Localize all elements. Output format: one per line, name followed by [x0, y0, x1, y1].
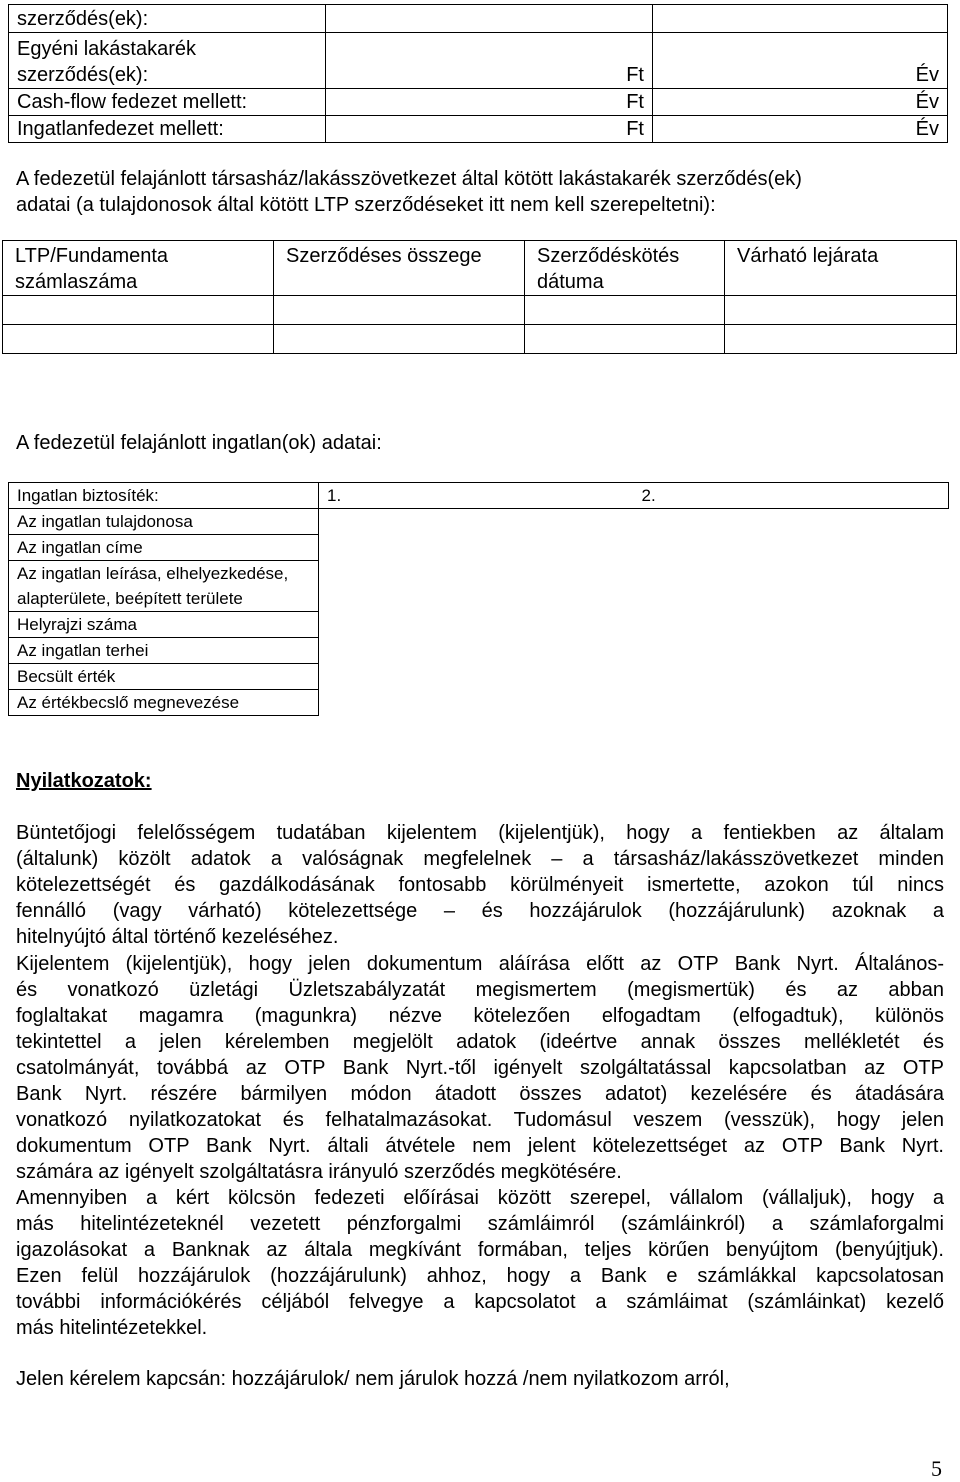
decl-line: Büntetőjogi felelősségem tudatában kijelentem (kijelentjük), hogy a fentiekben az általam: [16, 822, 944, 844]
property-row-label: Az ingatlan terhei: [9, 638, 319, 664]
property-header-label: Ingatlan biztosíték:: [9, 483, 319, 509]
property-col-1: 1.: [319, 483, 634, 509]
ltp-header-maturity: Várható lejárata: [725, 241, 957, 296]
ltp-header-amount: Szerződéses összege: [274, 241, 525, 296]
property-row-label: Az ingatlan címe: [9, 535, 319, 561]
decl-line: Amennyiben a kért kölcsön fedezeti előírásai között szerepel, vállalom (vállaljuk), hogy a: [16, 1187, 944, 1209]
top-row-label: Ingatlanfedezet mellett:: [9, 116, 326, 143]
property-row-label: Az értékbecslő megnevezése: [9, 690, 319, 716]
top-row-amount: Ft: [326, 33, 653, 89]
property-col-2: 2.: [634, 483, 949, 509]
ltp-contracts-table: [2, 240, 957, 354]
top-row-label: Egyéni lakástakarék szerződés(ek):: [9, 33, 326, 89]
decl-line: csatolmányát, továbbá az OTP Bank Nyrt.-től igényelt szolgáltatással kapcsolatban az OTP: [16, 1057, 944, 1079]
top-row-amount: Ft: [326, 116, 653, 143]
decl-line: igazolásokat a Banknak az általa megkívánt formában, teljes körűen benyújtom (benyújtjuk).: [16, 1239, 944, 1261]
property-table: [8, 482, 949, 716]
consent-line: Jelen kérelem kapcsán: hozzájárulok/ nem járulok hozzá /nem nyilatkozom arról,: [16, 1368, 730, 1390]
ltp-header-date: Szerződéskötés dátuma: [525, 241, 725, 296]
ltp-cell[interactable]: [725, 325, 957, 354]
property-intro: A fedezetül felajánlott ingatlan(ok) adatai:: [16, 432, 382, 454]
decl-line: további információkérés céljából felvegye a kapcsolatot a számláimat (számláinkat) kezelő: [16, 1291, 944, 1313]
top-row-amount: Ft: [326, 89, 653, 116]
decl-line: és vonatkozó üzletági Üzletszabályzatát megismertem (megismertük) és az abban: [16, 979, 944, 1001]
decl-line: más hitelintézetekkel.: [16, 1317, 208, 1339]
top-row-term: [653, 5, 948, 33]
decl-line: (általunk) közölt adatok a valóságnak megfelelnek – a társasház/lakásszövetkezet minden: [16, 848, 944, 870]
decl-line: tekintettel a jelen kérelemben megjelölt adatok (ideértve annak összes mellékletét és: [16, 1031, 944, 1053]
ltp-cell[interactable]: [274, 296, 525, 325]
loan-term-table: [8, 4, 948, 143]
page-number: 5: [931, 1456, 942, 1481]
property-values[interactable]: [319, 509, 949, 716]
property-row-label: Helyrajzi száma: [9, 612, 319, 638]
ltp-cell[interactable]: [525, 325, 725, 354]
decl-line: kötelezettségét és gazdálkodásának fontosabb körülményeit ismertette, azokon túl nincs: [16, 874, 944, 896]
decl-line: más hitelintézeteknél vezetett pénzforgalmi számláimról (számláinkról) a számlaforgalmi: [16, 1213, 944, 1235]
decl-line: Kijelentem (kijelentjük), hogy jelen dokumentum aláírása előtt az OTP Bank Nyrt. Általános-: [16, 953, 944, 975]
decl-line: hitelnyújtó által történő kezeléséhez.: [16, 926, 339, 948]
decl-line: számára az igényelt szolgáltatásra irányuló szerződés megkötésére.: [16, 1161, 622, 1183]
top-row-term: Év: [653, 116, 948, 143]
decl-line: foglaltakat magamra (magunkra) nézve kötelezően elfogadtam (elfogadtuk), különös: [16, 1005, 944, 1027]
top-row-amount: [326, 5, 653, 33]
ltp-cell[interactable]: [3, 325, 274, 354]
decl-line: Ezen felül hozzájárulok (hozzájárulunk) ahhoz, hogy a Bank e számlákkal kapcsolatosan: [16, 1265, 944, 1287]
decl-line: vonatkozó nyilatkozatokat és felhatalmazásokat. Tudomásul veszem (vesszük), hogy jelen: [16, 1109, 944, 1131]
top-row-term: Év: [653, 33, 948, 89]
top-row-label: Cash-flow fedezet mellett:: [9, 89, 326, 116]
decl-line: fennálló (vagy várható) kötelezettsége – és hozzájárulok (hozzájárulunk) azoknak a: [16, 900, 944, 922]
ltp-intro-line2: adatai (a tulajdonosok által kötött LTP szerződéseket itt nem kell szerepeltetni):: [16, 194, 716, 216]
decl-line: dokumentum OTP Bank Nyrt. általi átvétele nem jelent kötelezettséget az OTP Bank Nyrt.: [16, 1135, 944, 1157]
property-row-label: Az ingatlan tulajdonosa: [9, 509, 319, 535]
top-row-term: Év: [653, 89, 948, 116]
property-row-label: Becsült érték: [9, 664, 319, 690]
ltp-cell[interactable]: [525, 296, 725, 325]
ltp-header-account: LTP/Fundamenta számlaszáma: [3, 241, 274, 296]
declarations-title: Nyilatkozatok:: [16, 770, 152, 792]
ltp-intro-line1: A fedezetül felajánlott társasház/lakásszövetkezet által kötött lakástakarék szerződés(ek): [16, 168, 802, 190]
ltp-cell[interactable]: [725, 296, 957, 325]
ltp-cell[interactable]: [274, 325, 525, 354]
decl-line: Bank Nyrt. részére bármilyen módon átadott összes adatot) kezelésére és átadására: [16, 1083, 944, 1105]
ltp-cell[interactable]: [3, 296, 274, 325]
top-row-label: szerződés(ek):: [9, 5, 326, 33]
property-row-label: Az ingatlan leírása, elhelyezkedése, alapterülete, beépített területe: [9, 561, 319, 612]
